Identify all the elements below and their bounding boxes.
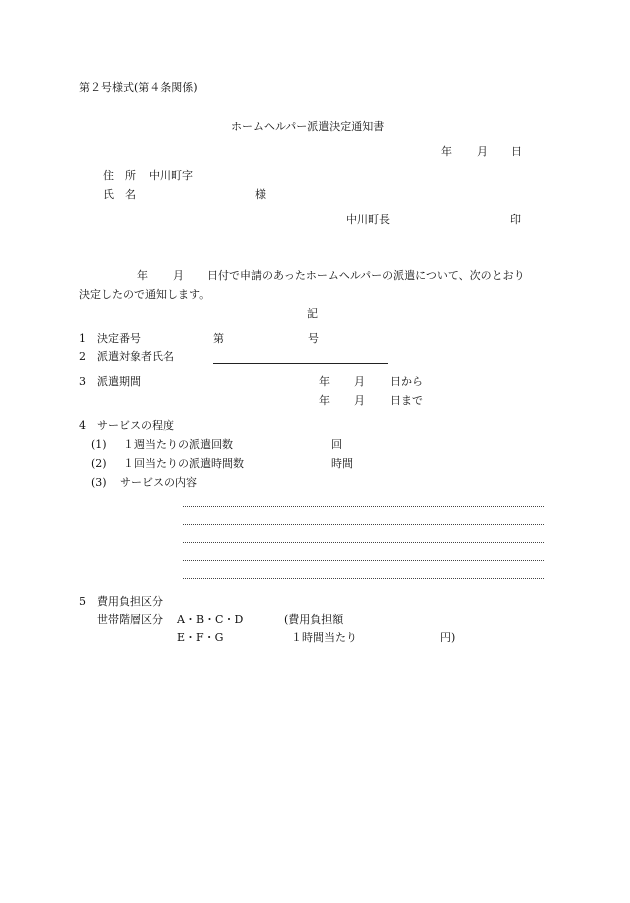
item5-sub-label: 世帯階層区分 bbox=[97, 613, 163, 626]
honorific: 様 bbox=[255, 188, 266, 201]
name-label: 氏 名 bbox=[103, 188, 136, 201]
body-month: 月 bbox=[173, 269, 184, 282]
body-line2: 決定したので通知します。 bbox=[79, 288, 211, 301]
item4-label: サービスの程度 bbox=[97, 419, 174, 432]
item1-suffix: 号 bbox=[308, 332, 319, 345]
item5-per-hour: １時間当たり bbox=[291, 631, 357, 644]
body-line1: 日付で申請のあったホームヘルパーの派遣について、次のとおり bbox=[207, 269, 525, 282]
ki-heading: 記 bbox=[307, 307, 318, 320]
header-date-day: 日 bbox=[511, 145, 522, 158]
item1-prefix: 第 bbox=[213, 332, 224, 345]
item2-name-line bbox=[213, 363, 388, 364]
seal-mark: 印 bbox=[510, 213, 521, 226]
item3-label: 派遣期間 bbox=[97, 375, 141, 388]
item5-classes-row1: A・B・C・D bbox=[177, 613, 244, 626]
item4-sub2-unit: 時間 bbox=[331, 457, 353, 470]
service-content-line bbox=[183, 542, 544, 543]
item5-cost-open: (費用負担額 bbox=[284, 613, 344, 626]
item1-label: 決定番号 bbox=[97, 332, 141, 345]
service-content-line bbox=[183, 506, 544, 507]
item4-sub2-number: (2) bbox=[91, 457, 107, 470]
service-content-line bbox=[183, 578, 544, 579]
item3-from-month: 月 bbox=[354, 375, 365, 388]
item5-number: 5 bbox=[79, 595, 86, 608]
item3-to-month: 月 bbox=[354, 394, 365, 407]
form-number: 第２号様式(第４条関係) bbox=[79, 81, 198, 94]
item4-sub1-label: １週当たりの派遣回数 bbox=[123, 438, 233, 451]
header-date-year: 年 bbox=[441, 145, 452, 158]
item5-yen-close: 円) bbox=[440, 631, 456, 644]
item2-label: 派遣対象者氏名 bbox=[97, 350, 174, 363]
item2-number: 2 bbox=[79, 350, 86, 363]
item3-to-year: 年 bbox=[319, 394, 330, 407]
item4-number: 4 bbox=[79, 419, 86, 432]
address-label: 住 所 bbox=[103, 169, 136, 182]
item5-classes-row2: E・F・G bbox=[177, 631, 224, 644]
item1-number: 1 bbox=[79, 332, 86, 345]
item3-from-day: 日から bbox=[390, 375, 423, 388]
service-content-line bbox=[183, 560, 544, 561]
service-content-line bbox=[183, 524, 544, 525]
item4-sub3-label: サービスの内容 bbox=[120, 476, 197, 489]
item4-sub1-unit: 回 bbox=[331, 438, 342, 451]
document-title: ホームヘルパー派遣決定通知書 bbox=[231, 120, 385, 133]
item4-sub3-number: (3) bbox=[91, 476, 107, 489]
item3-from-year: 年 bbox=[319, 375, 330, 388]
item3-number: 3 bbox=[79, 375, 86, 388]
issuer-name: 中川町長 bbox=[346, 213, 390, 226]
address-value: 中川町字 bbox=[149, 169, 193, 182]
item4-sub1-number: (1) bbox=[91, 438, 107, 451]
item4-sub2-label: １回当たりの派遣時間数 bbox=[123, 457, 244, 470]
header-date-month: 月 bbox=[477, 145, 488, 158]
item5-label: 費用負担区分 bbox=[97, 595, 163, 608]
body-year: 年 bbox=[137, 269, 148, 282]
item3-to-day: 日まで bbox=[390, 394, 423, 407]
